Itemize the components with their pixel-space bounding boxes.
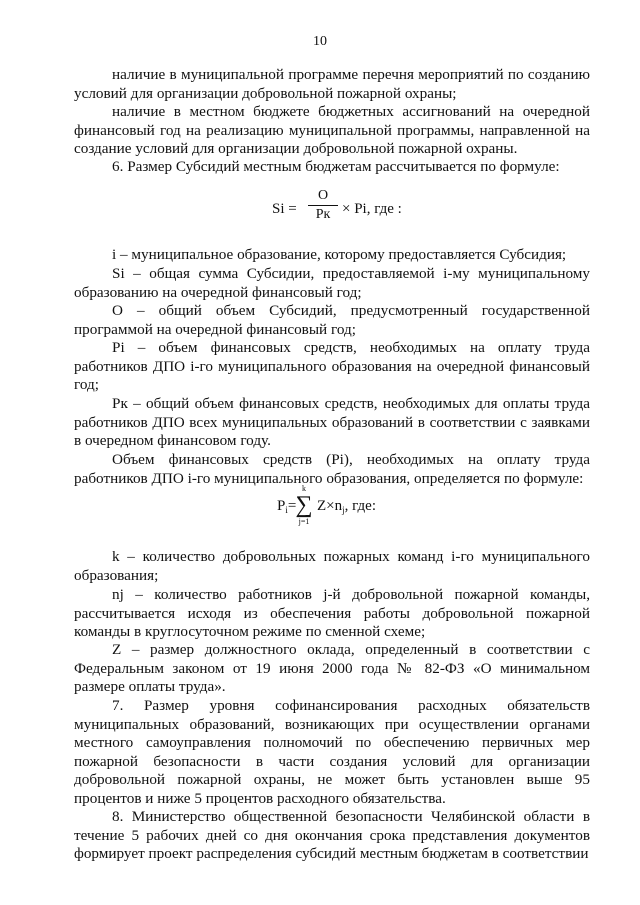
paragraph-budget-allocations: наличие в местном бюджете бюджетных ассигнований на очередной финансовый год на реализацию муниципальной программы, направленной на создание условий для организации добровольной пожарной охраны. [74, 103, 590, 158]
formula-subsidy-rhs: × Pi, где : [342, 201, 402, 217]
definition-si: Si – общая сумма Субсидии, предоставляемой i-му муниципальному образованию на очередной финансовый год; [74, 265, 590, 301]
paragraph-cofinancing-level: 7. Размер уровня софинансирования расходных обязательств муниципальных образований, возникающих при осуществлении органами местного самоуправления полномочий по обеспечению первичных мер пожарной безопасности в части создания условий для организации добровольной пожарной охраны, не может быть установлен выше 95 процентов и ниже 5 процентов расходного обязательства. [74, 697, 590, 807]
formula-pi-lhs: $P_i=$ [277, 498, 297, 515]
definition-i: i – муниципальное образование, которому предоставляется Субсидия; [112, 246, 567, 263]
paragraph-pi-volume: Объем финансовых средств (Pi), необходимых на оплату труда работников ДПО i-го муниципального образования, определяется по формуле: [74, 451, 590, 487]
paragraph-subsidy-size: 6. Размер Субсидий местным бюджетам рассчитывается по формуле: [112, 158, 560, 175]
definition-pk: Рк – общий объем финансовых средств, необходимых для оплаты труда работников ДПО всех муниципальных образований в соответствии с заявками в очередном финансовом году. [74, 395, 590, 450]
definition-nj: nj – количество работников j-й добровольной пожарной команды, рассчитывается исходя из обеспечения работы добровольной пожарной команды в круглосуточном режиме по сменной схеме; [74, 586, 590, 641]
paragraph-ministry: 8. Министерство общественной безопасности Челябинской области в течение 5 рабочих дней со дня окончания срока представления документов формирует проект распределения субсидий местным бюджетам в соответствии [74, 808, 590, 863]
formula-subsidy-fraction [308, 188, 338, 223]
formula-subsidy-lhs: Si = [272, 201, 297, 217]
paragraph-program-list: наличие в муниципальной программе перечня мероприятий по созданию условий для организации добровольной пожарной охраны; [74, 66, 590, 102]
definition-k: k – количество добровольных пожарных команд i-го муниципального образования; [74, 548, 590, 584]
sum-symbol: k ∑ j=1 [295, 484, 313, 526]
formula-subsidy-numerator: O [317, 188, 329, 203]
definition-o: О – общий объем Субсидий, предусмотренный государственной программой на очередной финансовый год; [74, 302, 590, 338]
definition-pi: Pi – объем финансовых средств, необходимых на оплату труда работников ДПО i-го муниципального образования на очередной финансовый год; [74, 339, 590, 394]
formula-pi-rhs: $Z\times n_j$, где: [317, 498, 377, 515]
formula-subsidy-denominator: Pк [315, 207, 331, 222]
fraction-bar [308, 205, 338, 206]
page-number: 10 [313, 34, 327, 49]
definition-z: Z – размер должностного оклада, определенный в соответствии с Федеральным законом от 19 июня 2000 года № 82-ФЗ «О минимальном размере оплаты труда». [74, 641, 590, 696]
